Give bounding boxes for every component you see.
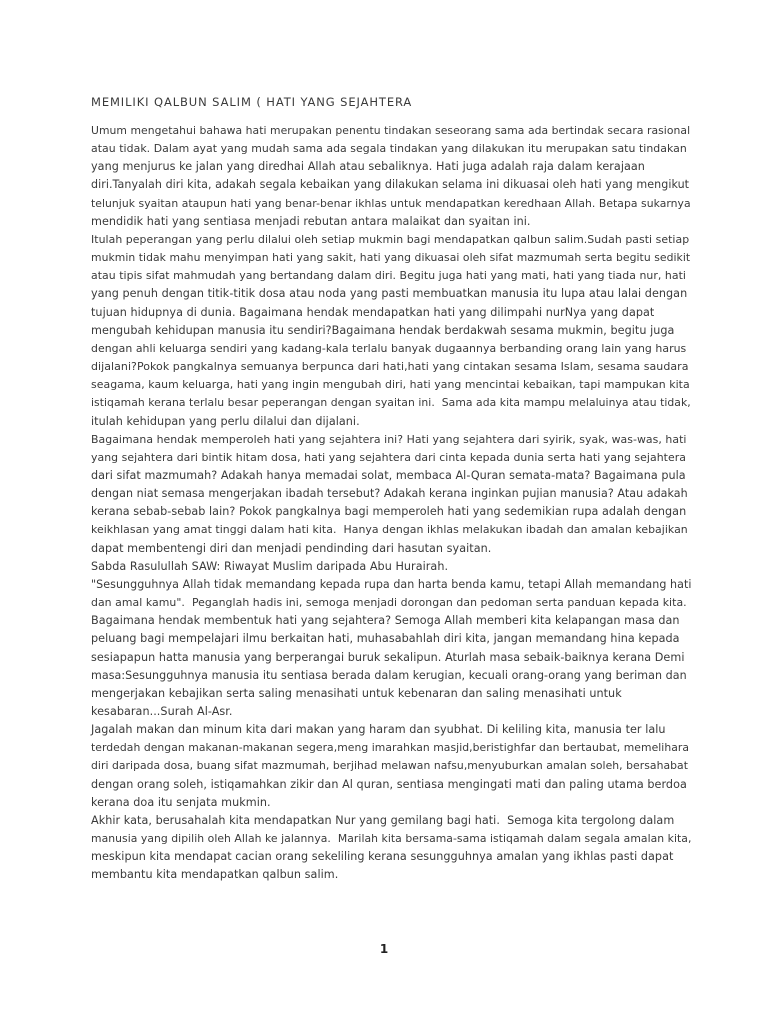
- text-line: mendidik hati yang sentiasa menjadi rebutan antara malaikat dan syaitan ini.: [91, 214, 531, 228]
- text-line: mukmin tidak mahu menyimpan hati yang sakit, hati yang dikuasai oleh sifat mazmumah serta begitu sedikit: [91, 251, 691, 265]
- text-line: Umum mengetahui bahawa hati merupakan penentu tindakan seseorang sama ada bertindak secara rasional: [91, 124, 691, 137]
- text-line: istiqamah kerana terlalu besar peperangan dengan syaitan ini. Sama ada kita mampu melaluinya atau tidak,: [91, 396, 691, 410]
- text-line: "Sesungguhnya Allah tidak memandang kepada rupa dan harta benda kamu, tetapi Allah memandang hati: [91, 577, 692, 591]
- text-line: Bagaimana hendak memperoleh hati yang sejahtera ini? Hati yang sejahtera dari syirik, syak, was-was, hati: [91, 432, 687, 446]
- text-line: dan amal kamu". Peganglah hadis ini, semoga menjadi dorongan dan pedoman serta panduan kepada kita.: [91, 596, 687, 610]
- text-line: mengubah kehidupan manusia itu sendiri?Bagaimana hendak berdakwah sesama mukmin, begitu juga: [91, 323, 675, 337]
- text-line: Akhir kata, berusahalah kita mendapatkan Nur yang gemilang bagi hati. Semoga kita tergolong dalam: [91, 813, 675, 827]
- text-line: mengerjakan kebajikan serta saling menasihati untuk kebenaran dan saling menasihati untuk: [91, 686, 622, 700]
- text-line: seagama, kaum keluarga, hati yang ingin mengubah diri, hati yang mencintai kebaikan, tapi mampukan kita: [91, 378, 690, 392]
- text-line: Jagalah makan dan minum kita dari makan yang haram dan syubhat. Di keliling kita, manusia ter lalu: [91, 723, 666, 737]
- text-line: dijalani?Pokok pangkalnya semuanya berpunca dari hati,hati yang cintakan sesama Islam, sesama saudara: [91, 360, 689, 374]
- text-line: diri.Tanyalah diri kita, adakah segala kebaikan yang dilakukan selama ini dikuasai oleh hati yang mengikut: [91, 178, 690, 192]
- text-line: kesabaran...Surah Al-Asr.: [91, 705, 233, 718]
- text-line: Bagaimana hendak membentuk hati yang sejahtera? Semoga Allah memberi kita kelapangan masa dan: [91, 614, 680, 628]
- text-line: tujuan hidupnya di dunia. Bagaimana hendak mendapatkan hati yang dilimpahi nurNya yang dapat: [91, 305, 655, 319]
- text-line: manusia yang dipilih oleh Allah ke jalannya. Marilah kita bersama-sama istiqamah dalam segala amalan kita,: [91, 832, 692, 846]
- text-line: atau tidak. Dalam ayat yang mudah sama ada segala tindakan yang dilakukan itu merupakan satu tindakan: [91, 142, 687, 156]
- text-line: dengan ahli keluarga sendiri yang kadang-kala terlalu banyak dugaannya berbanding orang lain yang harus: [91, 341, 687, 355]
- document-title: MEMILIKI QALBUN SALIM ( HATI YANG SEJAHTERA: [91, 95, 413, 109]
- text-line: dari sifat mazmumah? Adakah hanya memadai solat, membaca Al-Quran semata-mata? Bagaimana pula: [91, 468, 686, 482]
- text-line: dapat membentengi diri dan menjadi pendinding dari hasutan syaitan.: [91, 541, 492, 555]
- text-line: diri daripada dosa, buang sifat mazmumah, berjihad melawan nafsu,menyuburkan amalan soleh, bersahabat: [91, 759, 688, 773]
- text-line: keikhlasan yang amat tinggi dalam hati kita. Hanya dengan ikhlas melakukan ibadah dan amalan kebajikan: [91, 523, 688, 537]
- text-line: telunjuk syaitan ataupun hati yang benar-benar ikhlas untuk mendapatkan keredhaan Allah. Betapa sukarnya: [91, 196, 691, 210]
- text-line: membantu kita mendapatkan qalbun salim.: [91, 868, 339, 882]
- text-line: masa:Sesungguhnya manusia itu sentiasa berada dalam kerugian, kecuali orang-orang yang beriman dan: [91, 668, 687, 682]
- text-line: yang penuh dengan titik-titik dosa atau noda yang pasti membuatkan manusia itu lupa atau lalai dengan: [91, 287, 688, 301]
- text-line: terdedah dengan makanan-makanan segera,meng imarahkan masjid,beristighfar dan bertaubat, memelihara: [91, 741, 690, 755]
- text-line: dengan niat semasa mengerjakan ibadah tersebut? Adakah kerana inginkan pujian manusia? Atau adakah: [91, 487, 688, 501]
- text-line: yang sejahtera dari bintik hitam dosa, hati yang sejahtera dari cinta kepada dunia serta hati yang sejahtera: [91, 450, 686, 464]
- text-line: kerana doa itu senjata mukmin.: [91, 795, 271, 809]
- text-line: atau tipis sifat mahmudah yang bertandang dalam diri. Begitu juga hati yang mati, hati yang tiada nur, hati: [91, 269, 686, 283]
- text-line: Sabda Rasulullah SAW: Riwayat Muslim daripada Abu Hurairah.: [91, 559, 449, 573]
- text-line: peluang bagi mempelajari ilmu berkaitan hati, muhasabahlah diri kita, jangan memandang hina kepada: [91, 632, 680, 646]
- text-line: meskipun kita mendapat cacian orang sekeliling kerana sesungguhnya amalan yang ikhlas pasti dapat: [91, 850, 674, 864]
- text-line: kerana sebab-sebab lain? Pokok pangkalnya bagi memperoleh hati yang sedemikian rupa adalah dengan: [91, 505, 687, 519]
- text-line: yang menjurus ke jalan yang diredhai Allah atau sebaliknya. Hati juga adalah raja dalam kerajaan: [91, 160, 645, 174]
- page-number: 1: [379, 942, 389, 956]
- document-body: [91, 122, 691, 885]
- text-line: dengan orang soleh, istiqamahkan zikir dan Al quran, sentiasa mengingati mati dan paling utama berdoa: [91, 777, 687, 791]
- text-line: sesiapapun hatta manusia yang berperangai buruk sekalipun. Aturlah masa sebaik-baiknya kerana Demi: [91, 650, 685, 664]
- text-line: itulah kehidupan yang perlu dilalui dan dijalani.: [91, 414, 360, 428]
- text-line: Itulah peperangan yang perlu dilalui oleh setiap mukmin bagi mendapatkan qalbun salim.Sudah pasti setiap: [91, 232, 690, 246]
